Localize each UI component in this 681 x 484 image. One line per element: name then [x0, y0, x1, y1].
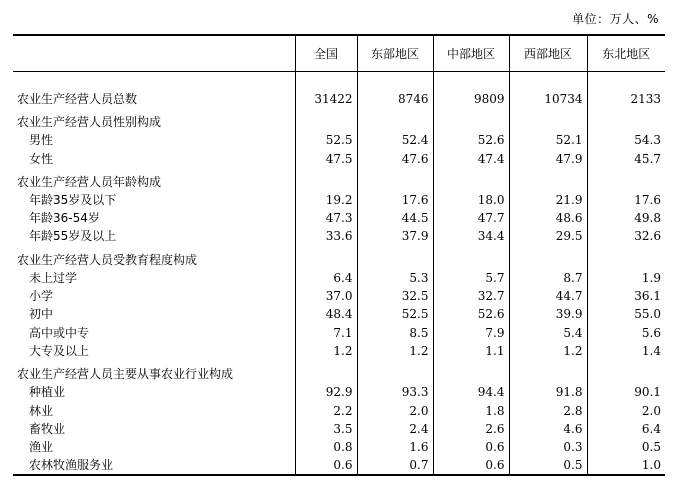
- row-label: 农业生产经营人员性别构成: [17, 115, 162, 130]
- spacer-cell: [509, 72, 587, 90]
- cell-value: 37.9: [357, 227, 433, 245]
- cell-value: 17.6: [357, 191, 433, 209]
- cell-value: 91.8: [509, 383, 587, 401]
- header-central: 中部地区: [433, 35, 509, 72]
- table-row: [13, 209, 665, 227]
- cell-value: 2.0: [587, 401, 665, 419]
- cell-value: 21.9: [509, 191, 587, 209]
- row-label: 年龄35岁及以下: [29, 192, 117, 207]
- table-section-row: [13, 90, 665, 108]
- table-row: [13, 305, 665, 323]
- row-label: 小学: [29, 289, 54, 304]
- cell-value: 2.4: [357, 420, 433, 438]
- cell-value: 7.1: [295, 323, 357, 341]
- row-label: 未上过学: [29, 270, 78, 285]
- row-label: 农业生产经营人员主要从事农业行业构成: [17, 367, 234, 382]
- cell-value: 32.5: [357, 287, 433, 305]
- cell-value: [587, 360, 665, 383]
- cell-value: 92.9: [295, 383, 357, 401]
- cell-value: [433, 108, 509, 131]
- table-row: [13, 131, 665, 149]
- cell-value: 2.8: [509, 401, 587, 419]
- cell-value: [295, 108, 357, 131]
- header-northeast: 东北地区: [587, 35, 665, 72]
- row-label: 初中: [29, 307, 54, 322]
- cell-value: 3.5: [295, 420, 357, 438]
- cell-value: 5.6: [587, 323, 665, 341]
- cell-value: 1.2: [357, 342, 433, 360]
- cell-value: 1.1: [433, 342, 509, 360]
- cell-value: 55.0: [587, 305, 665, 323]
- cell-value: [295, 168, 357, 191]
- cell-value: [295, 360, 357, 383]
- cell-value: 47.3: [295, 209, 357, 227]
- row-label: 农业生产经营人员受教育程度构成: [17, 252, 198, 267]
- cell-value: 52.1: [509, 131, 587, 149]
- table-row: [13, 323, 665, 341]
- cell-value: 47.7: [433, 209, 509, 227]
- cell-value: 2.2: [295, 401, 357, 419]
- cell-value: 47.6: [357, 149, 433, 167]
- cell-value: 32.7: [433, 287, 509, 305]
- table-row: [13, 149, 665, 167]
- cell-value: 52.6: [433, 305, 509, 323]
- cell-value: 0.5: [509, 456, 587, 475]
- cell-value: 36.1: [587, 287, 665, 305]
- cell-value: 52.5: [295, 131, 357, 149]
- cell-value: [357, 108, 433, 131]
- cell-value: 1.0: [587, 456, 665, 475]
- cell-value: 0.6: [433, 438, 509, 456]
- cell-value: 33.6: [295, 227, 357, 245]
- table-section-row: [13, 360, 665, 383]
- table-row: [13, 383, 665, 401]
- cell-value: 45.7: [587, 149, 665, 167]
- row-label: 畜牧业: [29, 421, 66, 436]
- table-row: [13, 420, 665, 438]
- cell-value: 52.5: [357, 305, 433, 323]
- cell-value: [509, 168, 587, 191]
- cell-value: 93.3: [357, 383, 433, 401]
- cell-value: [433, 168, 509, 191]
- header-national: 全国: [295, 35, 357, 72]
- table-section-row: [13, 108, 665, 131]
- table-row: [13, 438, 665, 456]
- table-row: [13, 456, 665, 475]
- table-header-row: [13, 35, 665, 72]
- cell-value: 29.5: [509, 227, 587, 245]
- cell-value: 1.4: [587, 342, 665, 360]
- cell-value: 8746: [357, 90, 433, 108]
- row-label: 年龄55岁及以上: [29, 229, 117, 244]
- cell-value: 10734: [509, 90, 587, 108]
- cell-value: [587, 108, 665, 131]
- cell-value: 0.7: [357, 456, 433, 475]
- cell-value: 32.6: [587, 227, 665, 245]
- cell-value: [357, 360, 433, 383]
- cell-value: 7.9: [433, 323, 509, 341]
- row-label: 大专及以上: [29, 343, 90, 358]
- statistics-table: [13, 34, 665, 476]
- row-label: 种植业: [29, 385, 66, 400]
- header-west: 西部地区: [509, 35, 587, 72]
- cell-value: 44.7: [509, 287, 587, 305]
- spacer-cell: [587, 72, 665, 90]
- table-row: [13, 287, 665, 305]
- cell-value: 37.0: [295, 287, 357, 305]
- cell-value: 8.5: [357, 323, 433, 341]
- cell-value: 44.5: [357, 209, 433, 227]
- cell-value: 54.3: [587, 131, 665, 149]
- cell-value: 17.6: [587, 191, 665, 209]
- row-label: 农林牧渔服务业: [13, 456, 295, 475]
- cell-value: 34.4: [433, 227, 509, 245]
- table-row: [13, 191, 665, 209]
- table-row: [13, 342, 665, 360]
- cell-value: 6.4: [295, 269, 357, 287]
- cell-value: [295, 246, 357, 269]
- cell-value: 0.8: [295, 438, 357, 456]
- cell-value: [587, 246, 665, 269]
- cell-value: 48.4: [295, 305, 357, 323]
- cell-value: 31422: [295, 90, 357, 108]
- table-body: [13, 72, 665, 476]
- cell-value: [357, 246, 433, 269]
- row-label: 渔业: [29, 440, 54, 455]
- cell-value: [357, 168, 433, 191]
- header-east: 东部地区: [357, 35, 433, 72]
- cell-value: 47.9: [509, 149, 587, 167]
- cell-value: 2.6: [433, 420, 509, 438]
- cell-value: 52.6: [433, 131, 509, 149]
- cell-value: 52.4: [357, 131, 433, 149]
- cell-value: 9809: [433, 90, 509, 108]
- table-row: [13, 269, 665, 287]
- spacer-cell: [295, 72, 357, 90]
- row-label: 高中或中专: [29, 325, 90, 340]
- cell-value: 4.6: [509, 420, 587, 438]
- cell-value: 5.7: [433, 269, 509, 287]
- table-section-row: [13, 168, 665, 191]
- cell-value: [587, 168, 665, 191]
- cell-value: 48.6: [509, 209, 587, 227]
- table-section-row: [13, 246, 665, 269]
- cell-value: 39.9: [509, 305, 587, 323]
- row-label: 女性: [29, 151, 54, 166]
- cell-value: 1.2: [509, 342, 587, 360]
- cell-value: 0.3: [509, 438, 587, 456]
- spacer-row: [13, 72, 665, 90]
- spacer-cell: [357, 72, 433, 90]
- unit-label: 单位：万人、%: [572, 12, 659, 26]
- cell-value: 2.0: [357, 401, 433, 419]
- row-label: 年龄36-54岁: [29, 211, 100, 226]
- cell-value: 18.0: [433, 191, 509, 209]
- header-row-label: [13, 35, 295, 72]
- cell-value: [433, 360, 509, 383]
- cell-value: 2133: [587, 90, 665, 108]
- cell-value: 5.4: [509, 323, 587, 341]
- table-row: [13, 401, 665, 419]
- cell-value: 0.5: [587, 438, 665, 456]
- cell-value: 1.8: [433, 401, 509, 419]
- row-label: 林业: [29, 403, 54, 418]
- cell-value: 8.7: [509, 269, 587, 287]
- cell-value: 6.4: [587, 420, 665, 438]
- row-label: 男性: [29, 133, 54, 148]
- cell-value: [433, 246, 509, 269]
- cell-value: 49.8: [587, 209, 665, 227]
- cell-value: 0.6: [433, 456, 509, 475]
- row-label: 农业生产经营人员总数: [17, 91, 138, 106]
- cell-value: 47.5: [295, 149, 357, 167]
- cell-value: [509, 246, 587, 269]
- cell-value: 90.1: [587, 383, 665, 401]
- cell-value: 94.4: [433, 383, 509, 401]
- cell-value: 5.3: [357, 269, 433, 287]
- cell-value: 1.6: [357, 438, 433, 456]
- row-label: 农业生产经营人员年龄构成: [17, 174, 162, 189]
- cell-value: [509, 360, 587, 383]
- spacer-cell: [433, 72, 509, 90]
- cell-value: 0.6: [295, 456, 357, 475]
- table-row: [13, 227, 665, 245]
- spacer-cell: [13, 72, 295, 90]
- cell-value: 1.9: [587, 269, 665, 287]
- cell-value: [509, 108, 587, 131]
- cell-value: 19.2: [295, 191, 357, 209]
- cell-value: 47.4: [433, 149, 509, 167]
- cell-value: 1.2: [295, 342, 357, 360]
